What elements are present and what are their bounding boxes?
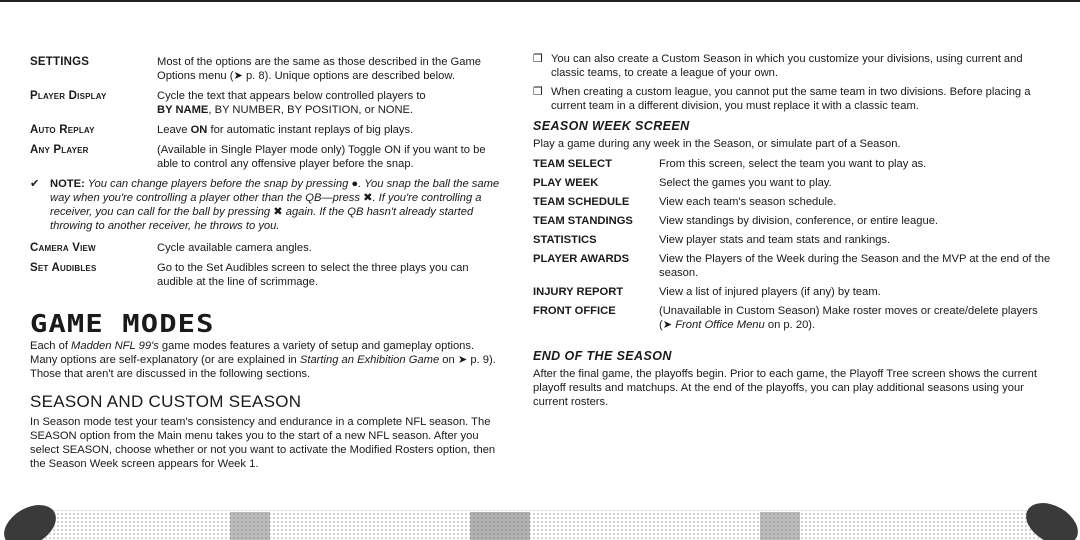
camera-view-row <box>30 241 500 255</box>
game-modes-para <box>30 339 500 381</box>
fo-desc-italic: Front Office Menu <box>675 319 765 331</box>
any-player-row <box>30 143 500 171</box>
term-desc: View each team's season schedule. <box>659 196 837 208</box>
checkbox-bullet-icon: ❒ <box>533 86 543 98</box>
gm-italic-title: Madden NFL 99's <box>71 340 159 352</box>
auto-replay-bold: ON <box>190 124 208 136</box>
term-desc: Select the games you want to play. <box>659 177 832 189</box>
term-desc: View player stats and team stats and rankings. <box>659 234 891 246</box>
term-row <box>533 304 1053 332</box>
fo-desc-a: (Unavailable in Custom Season) Make roster moves or create/delete players (➤ <box>659 305 1038 331</box>
camera-view-desc: Cycle available camera angles. <box>157 242 312 254</box>
term-desc <box>659 304 1053 332</box>
player-display-bold: BY NAME <box>157 104 209 116</box>
term-desc: From this screen, select the team you want to play as. <box>659 158 927 170</box>
settings-heading: SETTINGS <box>30 56 90 68</box>
term-label: TEAM SCHEDULE <box>533 196 630 208</box>
gm-b: game modes features a variety of setup and gameplay options. Many options are self-explanatory (or are explained in <box>30 340 475 366</box>
term-row <box>533 285 1053 299</box>
season-custom-para: In Season mode test your team's consistency and endurance in a complete NFL season. The SEASON option from the Main menu takes you to the start of a new NFL season. After you select SEASON, choose whether or not you want to activate the Modified Rosters option, then the Season Week screen appears for Week 1. <box>30 416 496 470</box>
term-label: INJURY REPORT <box>533 286 624 298</box>
auto-replay-row <box>30 123 500 137</box>
player-display-row <box>30 89 500 117</box>
halftone-block <box>470 512 530 540</box>
gm-c: on ➤ p. 9). Those that aren't are discussed in the following sections. <box>30 354 496 380</box>
note-body <box>50 177 500 233</box>
camera-view-term: Camera View <box>30 242 96 254</box>
any-player-desc: (Available in Single Player mode only) Toggle ON if you want to be able to control any offensive player before the snap. <box>157 144 486 170</box>
auto-replay-desc-a: Leave <box>157 124 191 136</box>
term-row <box>533 157 1053 171</box>
bullet-text: When creating a custom league, you cannot put the same team in two divisions. Before placing a current team in a different division, you must replace it with a classic team. <box>551 86 1031 112</box>
term-row <box>533 252 1053 280</box>
gm-a: Each of <box>30 340 72 352</box>
auto-replay-desc-b: for automatic instant replays of big plays. <box>207 124 414 136</box>
footer-decoration <box>0 496 1080 540</box>
term-row <box>533 176 1053 190</box>
auto-replay-term: Auto Replay <box>30 124 95 136</box>
player-display-desc-b: , BY NUMBER, BY POSITION, or NONE. <box>208 104 414 116</box>
set-audibles-desc: Go to the Set Audibles screen to select the three plays you can audible at the line of scrimmage. <box>157 262 469 288</box>
halftone-block <box>760 512 800 540</box>
left-column <box>30 55 500 471</box>
term-row <box>533 214 1053 228</box>
set-audibles-term: Set Audibles <box>30 262 97 274</box>
game-modes-heading: GAME MODES <box>30 309 215 338</box>
settings-intro: Most of the options are the same as those described in the Game Options menu (➤ p. 8). Unique options are described below. <box>157 56 481 82</box>
term-label: TEAM STANDINGS <box>533 215 633 227</box>
player-display-desc <box>157 89 500 117</box>
gm-italic-ref: Starting an Exhibition Game <box>299 354 440 366</box>
list-item <box>533 85 1053 113</box>
halftone-strip <box>40 510 1040 540</box>
term-row <box>533 195 1053 209</box>
season-week-intro: Play a game during any week in the Season, or simulate part of a Season. <box>533 138 901 150</box>
note-lead: NOTE: <box>50 178 85 190</box>
fo-desc-b: on p. 20). <box>764 319 816 331</box>
any-player-term: Any Player <box>30 144 89 156</box>
top-rule <box>0 0 1080 2</box>
term-label: FRONT OFFICE <box>533 305 616 317</box>
term-label: PLAY WEEK <box>533 177 599 189</box>
check-icon: ✔ <box>30 178 40 190</box>
settings-row <box>30 55 500 83</box>
term-desc: View standings by division, conference, or entire league. <box>659 215 939 227</box>
end-season-heading: END OF THE SEASON <box>533 349 672 363</box>
checkbox-bullet-icon: ❒ <box>533 53 543 65</box>
halftone-block <box>230 512 270 540</box>
list-item <box>533 52 1053 80</box>
player-display-term: Player Display <box>30 90 107 102</box>
bullet-text: You can also create a Custom Season in which you customize your divisions, using current and classic teams, to create a league of your own. <box>551 53 1023 79</box>
term-label: TEAM SELECT <box>533 158 612 170</box>
end-season-para: After the final game, the playoffs begin. Prior to each game, the Playoff Tree screen shows the current playoff results and matchups. At the end of the playoffs, you can play additional seasons using your current rosters. <box>533 368 1037 408</box>
player-display-desc-a: Cycle the text that appears below controlled players to <box>157 90 426 102</box>
term-desc: View a list of injured players (if any) by team. <box>659 286 881 298</box>
right-column <box>533 52 1053 409</box>
term-label: STATISTICS <box>533 234 597 246</box>
season-week-heading: SEASON WEEK SCREEN <box>533 119 690 133</box>
term-label: PLAYER AWARDS <box>533 253 630 265</box>
auto-replay-desc <box>157 123 500 137</box>
term-desc: View the Players of the Week during the Season and the MVP at the end of the season. <box>659 253 1051 279</box>
note-block <box>30 177 500 233</box>
note-text: You can change players before the snap by pressing ●. You snap the ball the same way when you're controlling a player other than the QB—press ✖. If you're controlling a receiver, you can call for the ball by pressing ✖ again. If the QB hasn't already started throwing to another receiver, he throws to you. <box>50 178 500 232</box>
set-audibles-row <box>30 261 500 289</box>
season-custom-heading: SEASON AND CUSTOM SEASON <box>30 392 302 411</box>
term-row <box>533 233 1053 247</box>
